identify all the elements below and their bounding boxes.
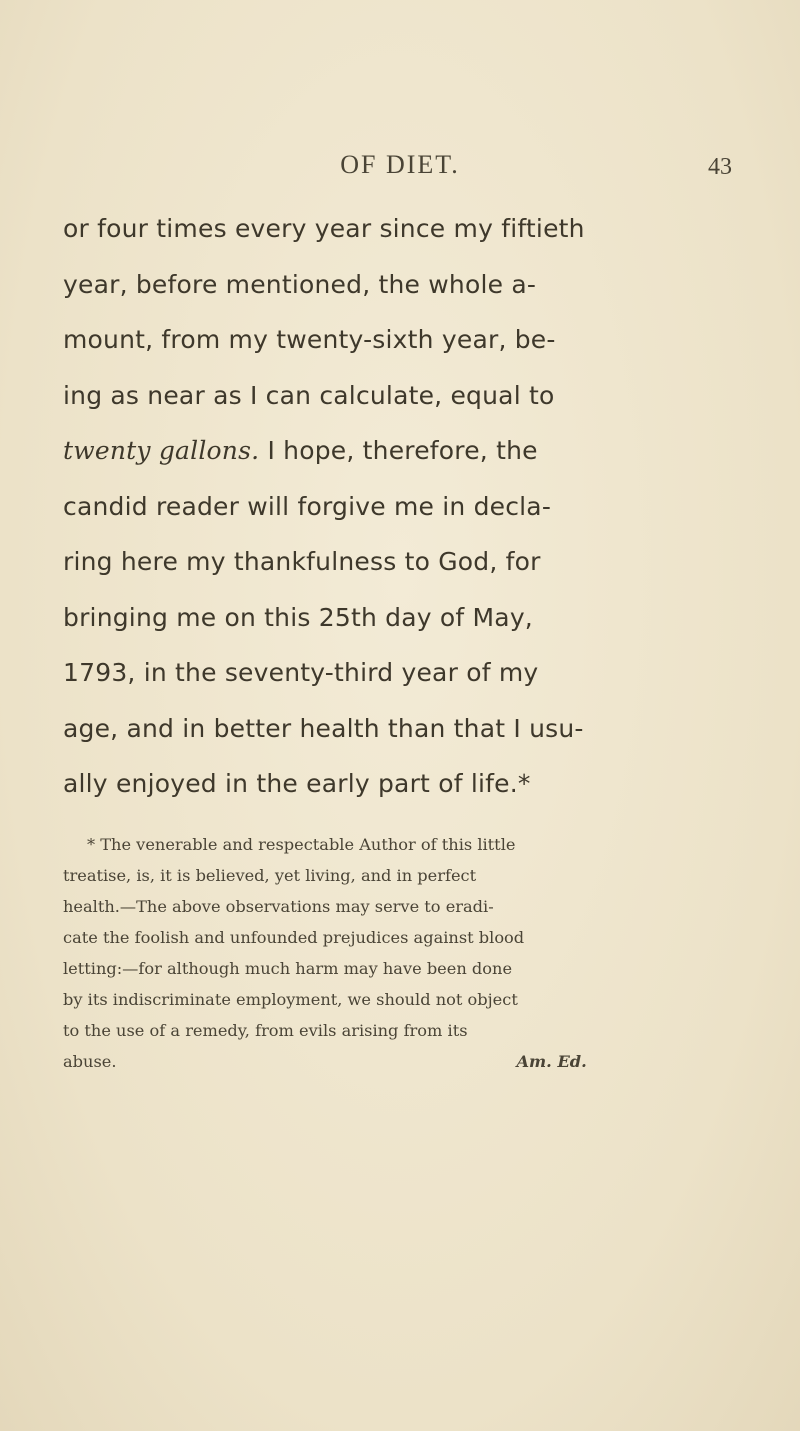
footnote-line: to the use of a remedy, from evils arising from its bbox=[63, 1021, 468, 1040]
footnote-line: by its indiscriminate employment, we should not object bbox=[63, 990, 518, 1009]
body-line: 1793, in the seventy-third year of my bbox=[63, 658, 539, 687]
page-number: 43 bbox=[708, 154, 732, 180]
body-line: ring here my thankfulness to God, for bbox=[63, 547, 541, 576]
footnote-signature: Am. Ed. bbox=[516, 1052, 587, 1071]
body-line: ing as near as I can calculate, equal to bbox=[63, 380, 555, 410]
body-line: candid reader will forgive me in decla- bbox=[63, 491, 552, 521]
footnote-block bbox=[63, 829, 763, 1077]
body-line: age, and in better health than that I usu- bbox=[63, 713, 584, 743]
body-line: year, before mentioned, the whole a- bbox=[63, 269, 537, 299]
italic-phrase: twenty gallons. bbox=[63, 436, 260, 465]
footnote-line: cate the foolish and unfounded prejudices against blood bbox=[63, 928, 525, 947]
running-title: OF DIET. bbox=[340, 150, 460, 179]
body-line: ally enjoyed in the early part of life.* bbox=[63, 769, 531, 798]
body-line: bringing me on this 25th day of May, bbox=[63, 602, 533, 632]
running-head bbox=[0, 150, 800, 190]
footnote-line: treatise, is, it is believed, yet living, and in perfect bbox=[63, 866, 477, 885]
italic-line-rest: I hope, therefore, the bbox=[259, 436, 538, 465]
footnote-last-text: abuse. bbox=[63, 1052, 117, 1071]
body-line: mount, from my twenty-sixth year, be- bbox=[63, 325, 556, 354]
footnote-line: * The venerable and respectable Author of this little bbox=[87, 835, 516, 854]
footnote-last-line bbox=[63, 1046, 763, 1077]
footnote-line: letting:—for although much harm may have been done bbox=[63, 959, 513, 978]
body-line-italic bbox=[63, 423, 743, 479]
footnote-line: health.—The above observations may serve to eradi- bbox=[63, 897, 494, 916]
body-text bbox=[63, 201, 743, 812]
body-line: or four times every year since my fiftieth bbox=[63, 214, 585, 243]
